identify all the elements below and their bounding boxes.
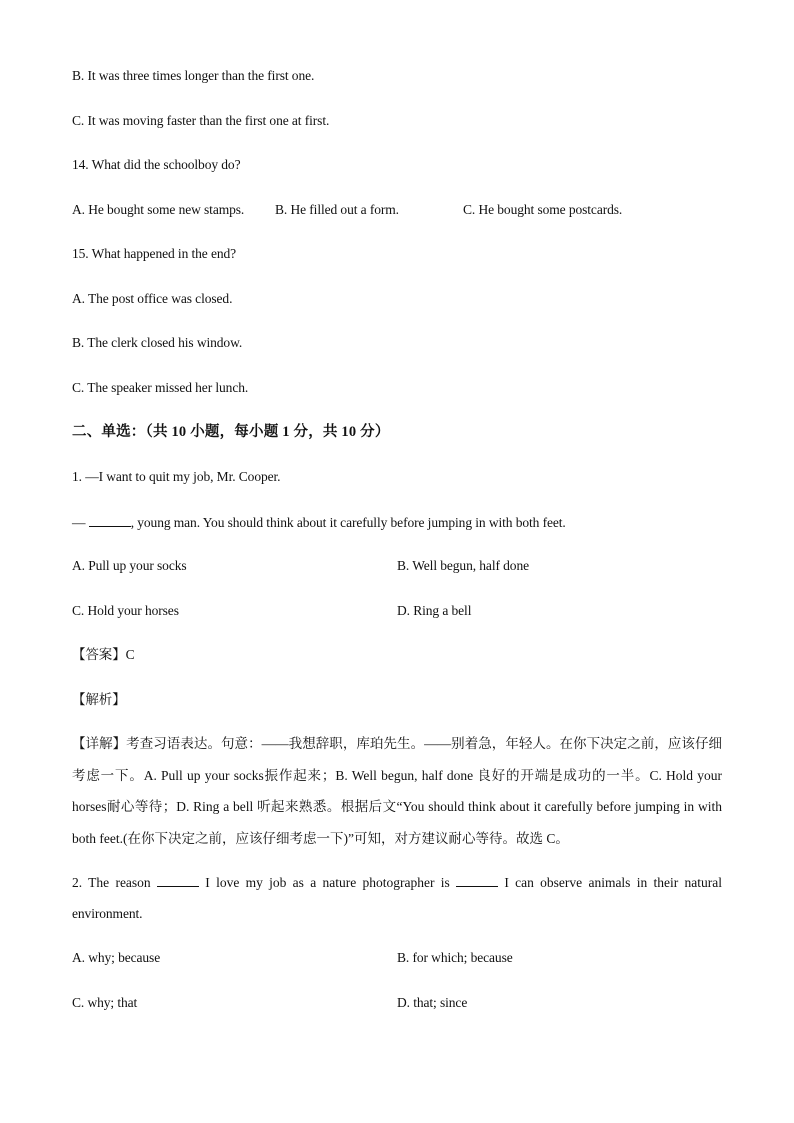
sq1-dialogue-line1: 1. —I want to quit my job, Mr. Cooper. bbox=[72, 469, 281, 484]
sq1-dialogue-line2 bbox=[72, 514, 566, 531]
q13-option-b: B. It was three times longer than the first one. bbox=[72, 68, 315, 83]
q14-option-a: A. He bought some new stamps. bbox=[72, 202, 245, 217]
q14-option-c: C. He bought some postcards. bbox=[463, 202, 623, 217]
q15-question: 15. What happened in the end? bbox=[72, 246, 237, 261]
sq1-option-b: B. Well begun, half done bbox=[397, 558, 529, 573]
sq1-detail-paragraph: 【详解】考查习语表达。句意：——我想辞职，库珀先生。——别着急，年轻人。在你下决定之前，应该仔细考虑一下。A. Pull up your socks振作起来；B. Well begun, half done 良好的开端是成功的一半。C. Hold your horses耐心等待；D. Ring a bell 听起来熟悉。根据后文“You should think about it carefully before jumping in with both feet.(在你下决定之前，应该仔细考虑一下)”可知，对方建议耐心等待。故选 C。 bbox=[72, 736, 722, 846]
sq1-option-a: A. Pull up your socks bbox=[72, 558, 187, 573]
section-title: 二、单选：（共 10 小题，每小题 1 分，共 10 分） bbox=[72, 424, 390, 440]
q13-option-c: C. It was moving faster than the first one at first. bbox=[72, 113, 330, 128]
sq2-option-c: C. why; that bbox=[72, 995, 138, 1010]
sq2-text-c: I can observe animals in their natural bbox=[504, 875, 723, 890]
sq2-question-line1 bbox=[72, 874, 722, 891]
sq2-text-a: 2. The reason bbox=[72, 875, 151, 890]
answer-label: 【答案】 bbox=[72, 647, 126, 662]
q15-option-b: B. The clerk closed his window. bbox=[72, 335, 243, 350]
q14-option-b: B. He filled out a form. bbox=[275, 202, 399, 217]
sq2-option-a: A. why; because bbox=[72, 950, 161, 965]
sq1-option-d: D. Ring a bell bbox=[397, 603, 472, 618]
sq1-option-c: C. Hold your horses bbox=[72, 603, 179, 618]
sq2-blank-1 bbox=[157, 874, 199, 887]
analysis-label: 【解析】 bbox=[72, 692, 126, 707]
sq2-blank-2 bbox=[456, 874, 498, 887]
sq2-option-b: B. for which; because bbox=[397, 950, 513, 965]
sq1-dash: — bbox=[72, 515, 89, 530]
sq1-blank bbox=[89, 514, 131, 527]
q15-option-a: A. The post office was closed. bbox=[72, 291, 233, 306]
sq2-option-d: D. that; since bbox=[397, 995, 468, 1010]
q15-option-c: C. The speaker missed her lunch. bbox=[72, 380, 249, 395]
sq2-question-line2: environment. bbox=[72, 906, 143, 921]
sq1-line2-text: , young man. You should think about it carefully before jumping in with both feet. bbox=[130, 515, 566, 530]
sq2-text-b: I love my job as a nature photographer is bbox=[205, 875, 450, 890]
sq1-answer bbox=[72, 647, 135, 663]
answer-value: C bbox=[125, 647, 135, 662]
q14-question: 14. What did the schoolboy do? bbox=[72, 157, 241, 172]
